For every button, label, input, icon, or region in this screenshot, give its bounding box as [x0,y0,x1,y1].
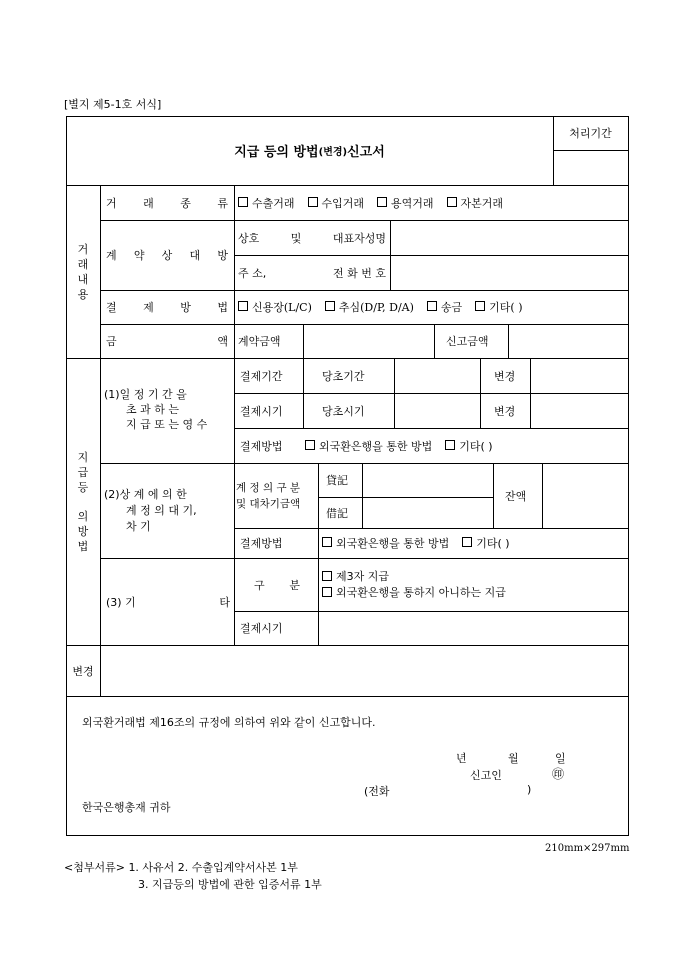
credit-label: 貸記 [326,474,348,487]
attachments-line2: 3. 지급등의 방법에 관한 입증서류 1부 [138,878,322,891]
phone-open: (전화 [364,785,390,798]
party-name-label: 상호 및 대표자성명 [238,231,386,245]
checkbox-label: 용역거래 [391,196,434,210]
checkbox-label: 외국환은행을 통한 방법 [319,439,433,453]
amount-label [106,324,228,358]
label-char: 제 [143,301,154,314]
label-char: 래 [143,196,154,210]
label-char: 대 [189,249,201,262]
vertical-char: 법 [77,539,89,553]
item2-line2: 계 정 의 대 기, [126,504,197,517]
declaration-text: 외국환거래법 제16조의 규정에 의하여 위와 같이 신고합니다. [82,716,376,729]
label-char: 종 [180,196,191,210]
checkbox-label: 수출거래 [252,196,295,210]
attachments-label: <첨부서류> [64,861,125,874]
item2-line3: 차 기 [126,520,151,533]
division-label: 구 분 [254,578,300,592]
checkbox-option[interactable] [325,299,414,315]
checkbox-option[interactable] [305,438,432,454]
checkbox-option[interactable] [475,299,522,315]
checkbox-icon[interactable] [322,537,332,547]
method-options-2 [322,528,523,558]
vertical-char: 용 [77,287,89,301]
date-year: 년 [456,752,467,765]
label-char: 방 [180,301,191,314]
vertical-char: 내 [77,272,89,286]
div-option-1: 제3자 지급 [336,570,389,583]
item1-line2: 초 과 하 는 [126,403,179,416]
title-main: 지급 등의 방법 [234,145,319,160]
checkbox-option[interactable] [447,195,504,211]
checkbox-icon[interactable] [238,301,248,311]
label-char: 류 [217,196,228,210]
party-label [106,220,228,290]
change-section-label: 변경 [72,664,94,678]
checkbox-icon[interactable] [462,537,472,547]
label-char: 약 [133,249,145,262]
checkbox-icon[interactable] [325,301,335,311]
date-month: 월 [508,752,519,765]
checkbox-label: 외국환은행을 통한 방법 [336,537,450,550]
account-label [236,480,318,512]
attachments-line1: 1. 사유서 2. 수출입계약서사본 1부 [128,861,298,874]
settlement-options [238,290,536,324]
date-day: 일 [555,752,566,765]
settlement-label [106,290,228,324]
vertical-char: 등 [77,480,89,494]
checkbox-icon[interactable] [305,440,315,450]
addressee: 한국은행총재 귀하 [82,801,171,814]
checkbox-icon[interactable] [238,197,248,207]
paper-size: 210mm×297mm [545,843,630,854]
settle-method-label-2: 결제방법 [240,537,283,550]
checkbox-icon[interactable] [475,301,485,311]
form-title [66,116,553,185]
label-char: 금 [106,335,117,348]
label-char: 법 [217,301,228,314]
checkbox-option[interactable] [308,195,365,211]
checkbox-label: 수입거래 [321,196,365,210]
div-option-2: 외국환은행을 통하지 아니하는 지급 [336,586,506,599]
item2-line1: (2)상 계 에 의 한 [104,488,187,501]
checkbox-label: 자본거래 [460,196,504,210]
initial-period-label: 당초기간 [322,369,365,383]
section-payment-label [66,358,100,645]
item1-line3: 지 급 또 는 영 수 [126,418,208,431]
title-end: 신고서 [347,145,385,160]
checkbox-icon[interactable] [445,440,455,450]
checkbox-label: 신용장(L/C) [252,301,312,314]
item1-label [104,387,230,432]
section-trade-label [66,185,100,358]
vertical-char: 지 [77,450,89,464]
settle-period-label: 결제기간 [240,369,283,383]
contract-amount-label: 계약금액 [238,335,281,348]
checkbox-icon[interactable] [427,301,437,311]
settle-time-label-2: 결제시기 [240,622,283,635]
label-char: 방 [217,249,228,262]
checkbox-option[interactable] [427,299,462,315]
vertical-char: 거 [77,242,89,256]
processing-period-label: 처리기간 [569,127,612,140]
vertical-char: 급 [77,465,89,479]
attachments [64,859,298,875]
phone-close: ) [527,783,532,796]
change-label-2: 변경 [494,404,516,418]
checkbox-label: 송금 [440,301,463,314]
checkbox-icon[interactable] [377,197,387,207]
settle-method-label: 결제방법 [240,439,283,453]
balance-label: 잔액 [505,489,527,503]
settle-time-label: 결제시기 [240,404,283,418]
label-char: 액 [217,335,228,348]
label-char: 계 [106,249,117,262]
checkbox-label: 기타( ) [459,439,493,453]
checkbox-option[interactable] [377,195,434,211]
checkbox-icon[interactable] [447,197,457,207]
label-char: 상 [161,249,173,262]
item1-line1: (1)일 정 기 간 을 [104,388,187,401]
checkbox-option[interactable] [445,438,492,454]
form-label: [별지 제5-1호 서식] [64,98,162,111]
vertical-char: 래 [77,257,89,271]
checkbox-option[interactable] [322,535,449,551]
account-line2: 및 대차기금액 [236,498,301,510]
reporter-label: 신고인 [470,769,502,782]
vertical-char: 의 [77,509,89,523]
item3-label: (3) 기 타 [106,595,230,609]
checkbox-label: 추심(D/P, D/A) [338,301,414,314]
label-char: 결 [106,301,117,314]
initial-time-label: 당초시기 [322,404,365,418]
account-line1: 계 정 의 구 분 [236,482,301,494]
party-address-label: 주 소, 전 화 번 호 [238,266,386,280]
label-char: 거 [106,196,117,210]
vertical-char: 방 [77,524,89,538]
checkbox-option[interactable] [238,299,312,315]
item2-label [104,487,230,535]
trade-type-label [106,185,228,220]
method-options-1 [305,428,506,463]
trade-type-options [238,185,516,220]
checkbox-label: 기타( ) [489,301,523,314]
division-options [322,569,506,601]
debit-label: 借記 [326,506,348,520]
change-label-1: 변경 [494,369,516,383]
checkbox-label: 기타( ) [476,537,510,550]
report-amount-label: 신고금액 [446,335,489,348]
checkbox-option[interactable] [462,535,509,551]
checkbox-option[interactable] [238,195,295,211]
checkbox-icon[interactable] [308,197,318,207]
seal-mark: ㊞ [552,767,565,781]
title-small: (변경) [318,147,348,158]
